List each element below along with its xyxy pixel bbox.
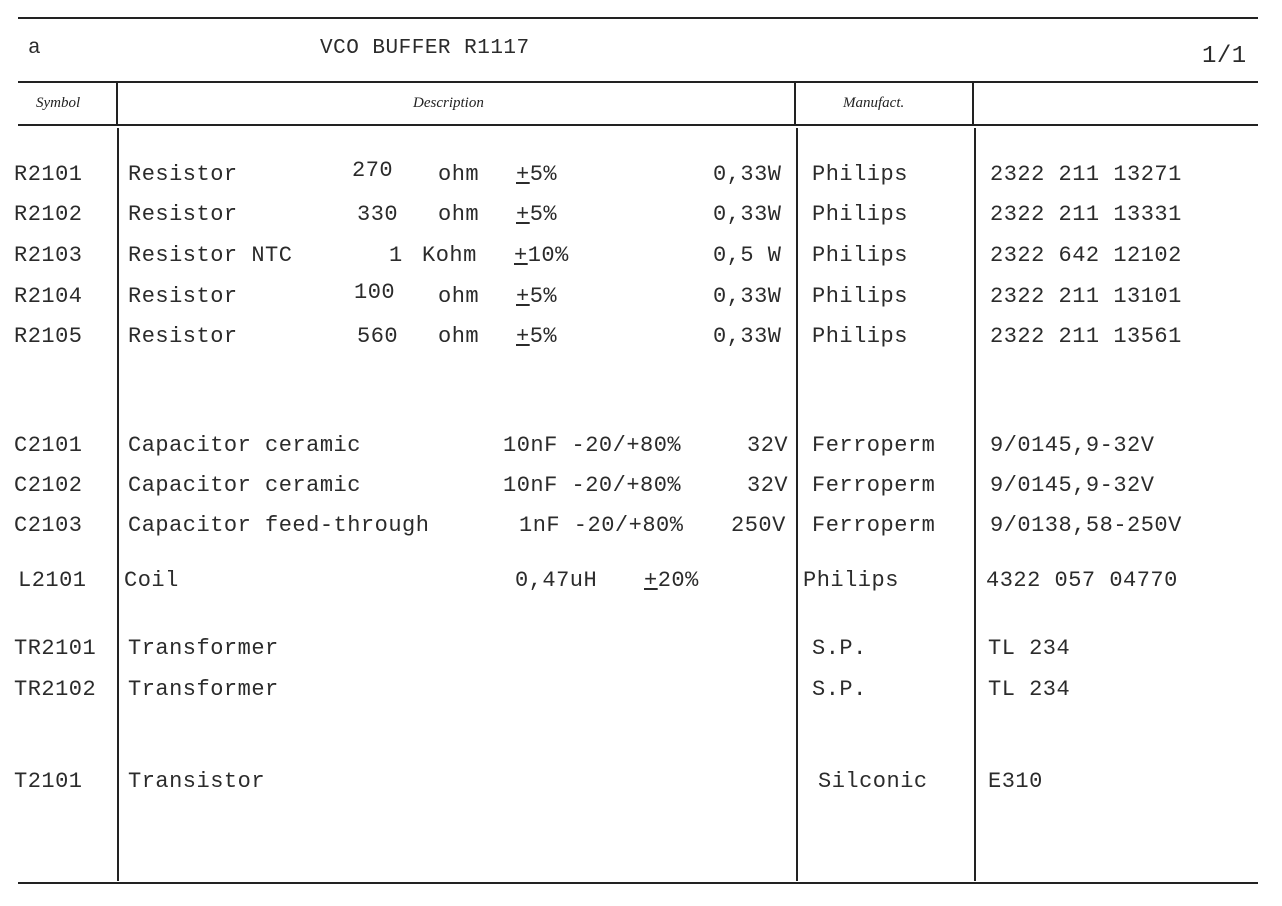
row-symbol: C2103	[14, 513, 83, 538]
row-description: Capacitor feed-through	[128, 513, 430, 538]
top-rule	[18, 17, 1258, 19]
document-title: VCO BUFFER R1117	[320, 37, 530, 60]
row-part-number: 2322 642 12102	[990, 243, 1182, 268]
row-manufacturer: Philips	[812, 243, 908, 268]
row-symbol: C2102	[14, 473, 83, 498]
row-part-number: TL 234	[988, 636, 1071, 661]
row-description: Coil	[124, 568, 179, 593]
row-tolerance	[644, 568, 699, 594]
plus-minus-sign: +	[516, 324, 530, 349]
row-part-number: TL 234	[988, 677, 1071, 702]
row-part-number: 9/0138,58-250V	[990, 513, 1182, 538]
row-symbol: TR2101	[14, 636, 97, 661]
plus-minus-sign: +	[516, 162, 530, 187]
row-manufacturer: S.P.	[812, 636, 867, 661]
page-number: 1/1	[1202, 43, 1247, 70]
row-value: 560	[357, 324, 399, 349]
row-value: 100	[354, 280, 396, 305]
row-description: Resistor	[128, 324, 238, 349]
row-rating: 250V	[731, 513, 786, 538]
row-description: Capacitor ceramic	[128, 433, 361, 458]
row-manufacturer: Ferroperm	[812, 433, 936, 458]
header-bottom-rule	[18, 124, 1258, 126]
row-value: 10nF -20/+80%	[503, 433, 682, 458]
row-description: Capacitor ceramic	[128, 473, 361, 498]
row-manufacturer: Silconic	[818, 769, 928, 794]
row-rating: 32V	[747, 433, 789, 458]
tolerance-value: 5%	[529, 162, 558, 187]
row-value: 270	[352, 158, 394, 183]
column-header-symbol: Symbol	[36, 95, 81, 111]
row-symbol: R2104	[14, 284, 83, 309]
row-description: Resistor NTC	[128, 243, 293, 268]
column-header-description: Description	[413, 95, 484, 111]
row-symbol: R2101	[14, 162, 83, 187]
row-value: 1	[389, 243, 403, 268]
row-unit: ohm	[438, 202, 480, 227]
row-part-number: 2322 211 13331	[990, 202, 1182, 227]
row-value: 330	[357, 202, 399, 227]
row-tolerance	[516, 284, 557, 310]
row-symbol: R2102	[14, 202, 83, 227]
row-symbol: TR2102	[14, 677, 97, 702]
row-tolerance	[516, 162, 557, 188]
tolerance-value: 5%	[529, 324, 558, 349]
tolerance-value: 5%	[529, 202, 558, 227]
row-description: Resistor	[128, 284, 238, 309]
row-manufacturer: S.P.	[812, 677, 867, 702]
row-part-number: 4322 057 04770	[986, 568, 1178, 593]
col-divider-3-header	[972, 83, 974, 125]
row-unit: Kohm	[422, 243, 477, 268]
row-manufacturer: Philips	[812, 324, 908, 349]
col-divider-1-header	[116, 83, 118, 125]
row-symbol: C2101	[14, 433, 83, 458]
row-tolerance	[516, 324, 557, 350]
row-part-number: 9/0145,9-32V	[990, 473, 1155, 498]
row-manufacturer: Philips	[812, 162, 908, 187]
row-rating: 0,33W	[713, 284, 782, 309]
row-part-number: 2322 211 13271	[990, 162, 1182, 187]
row-value: 1nF -20/+80%	[519, 513, 684, 538]
row-manufacturer: Ferroperm	[812, 513, 936, 538]
row-rating: 32V	[747, 473, 789, 498]
bottom-rule	[18, 882, 1258, 884]
row-value: 0,47uH	[515, 568, 598, 593]
row-manufacturer: Philips	[812, 284, 908, 309]
row-tolerance	[516, 202, 557, 228]
row-description: Transformer	[128, 677, 279, 702]
corner-letter: a	[28, 37, 42, 60]
col-divider-1	[117, 128, 119, 881]
row-part-number: 2322 211 13561	[990, 324, 1182, 349]
plus-minus-sign: +	[516, 284, 530, 309]
row-symbol: R2103	[14, 243, 83, 268]
row-part-number: 2322 211 13101	[990, 284, 1182, 309]
row-manufacturer: Ferroperm	[812, 473, 936, 498]
tolerance-value: 10%	[527, 243, 569, 268]
plus-minus-sign: +	[514, 243, 528, 268]
row-part-number: 9/0145,9-32V	[990, 433, 1155, 458]
column-header-manufacturer: Manufact.	[843, 95, 905, 111]
row-description: Resistor	[128, 162, 238, 187]
col-divider-3	[974, 128, 976, 881]
plus-minus-sign: +	[516, 202, 530, 227]
header-top-rule	[18, 81, 1258, 83]
row-rating: 0,33W	[713, 162, 782, 187]
row-rating: 0,33W	[713, 202, 782, 227]
row-rating: 0,33W	[713, 324, 782, 349]
col-divider-2	[796, 128, 798, 881]
row-symbol: R2105	[14, 324, 83, 349]
tolerance-value: 5%	[529, 284, 558, 309]
tolerance-value: 20%	[657, 568, 699, 593]
row-manufacturer: Philips	[812, 202, 908, 227]
row-description: Resistor	[128, 202, 238, 227]
row-tolerance	[514, 243, 569, 269]
row-manufacturer: Philips	[803, 568, 899, 593]
row-description: Transistor	[128, 769, 266, 794]
row-unit: ohm	[438, 162, 480, 187]
row-symbol: L2101	[18, 568, 87, 593]
col-divider-2-header	[794, 83, 796, 125]
row-unit: ohm	[438, 324, 480, 349]
row-symbol: T2101	[14, 769, 83, 794]
row-value: 10nF -20/+80%	[503, 473, 682, 498]
plus-minus-sign: +	[644, 568, 658, 593]
row-unit: ohm	[438, 284, 480, 309]
row-part-number: E310	[988, 769, 1043, 794]
row-description: Transformer	[128, 636, 279, 661]
row-rating: 0,5 W	[713, 243, 782, 268]
